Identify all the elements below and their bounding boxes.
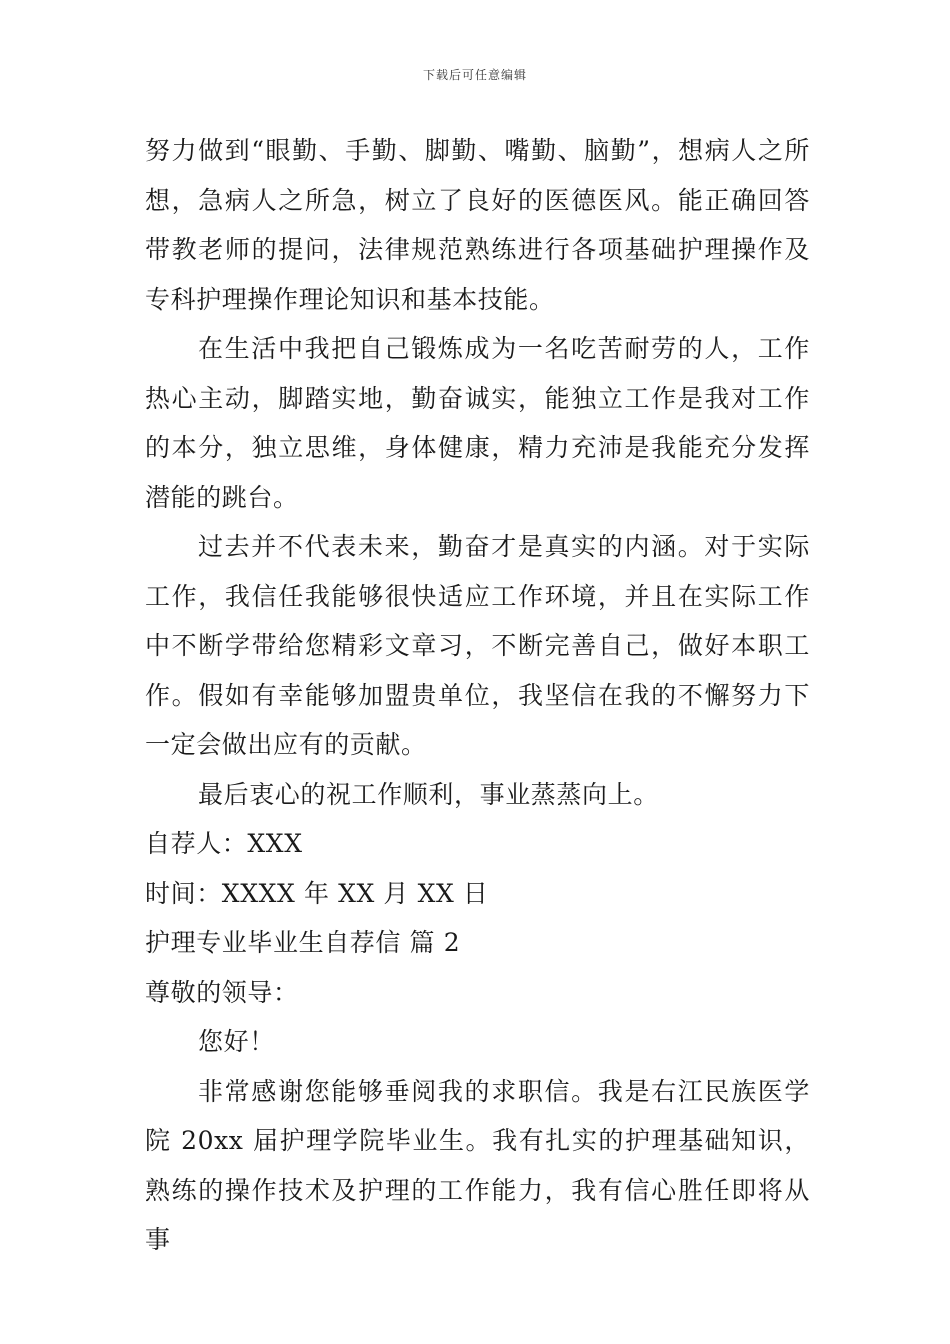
page-header: 下载后可任意编辑 <box>422 68 527 82</box>
salutation: 尊敬的领导： <box>145 977 299 1007</box>
paragraph-1: 努力做到“眼勤、手勤、脚勤、嘴勤、脑勤”，想病人之所想，急病人之所急，树立了良好的医德医风。能正确回答带教老师的提问，法律规范熟练进行各项基础护理操作及专科护理操作理论知识和基本技能。 <box>145 136 810 314</box>
paragraph-5: 非常感谢您能够垂阅我的求职信。我是右江民族医学院 20xx 届护理学院毕业生。我有扎实的护理基础知识，熟练的操作技术及护理的工作能力，我有信心胜任即将从事 <box>145 1076 810 1254</box>
paragraph-3: 过去并不代表未来，勤奋才是真实的内涵。对于实际工作，我信任我能够很快适应工作环境，并且在实际工作中不断学带给您精彩文章习，不断完善自己，做好本职工作。假如有幸能够加盟贵单位，我坚信在我的不懈努力下一定会做出应有的贡献。 <box>145 532 810 759</box>
signer-line: 自荐人：XXX <box>145 829 303 858</box>
section-title: 护理专业毕业生自荐信 篇 2 <box>145 928 461 957</box>
date-line: 时间：XXXX 年 XX 月 XX 日 <box>145 878 489 908</box>
document-body <box>145 126 810 1265</box>
paragraph-4: 最后衷心的祝工作顺利，事业蒸蒸向上。 <box>198 779 659 809</box>
paragraph-2: 在生活中我把自己锻炼成为一名吃苦耐劳的人，工作热心主动，脚踏实地，勤奋诚实，能独立工作是我对工作的本分，独立思维，身体健康，精力充沛是我能充分发挥潜能的跳台。 <box>145 334 810 512</box>
greeting: 您好！ <box>198 1027 275 1056</box>
